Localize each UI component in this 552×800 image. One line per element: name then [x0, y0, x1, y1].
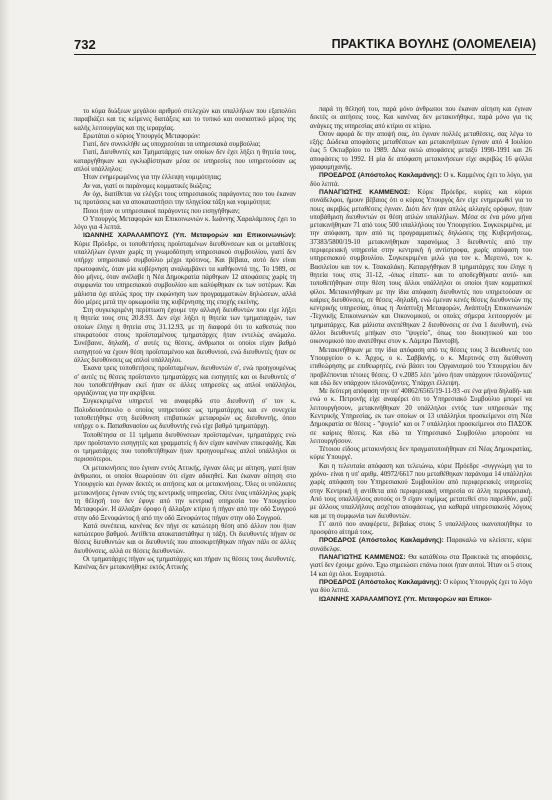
- paragraph: [310, 463, 532, 521]
- paragraph-text: Οι τμηματάρχες πήγαν ως τμηματάρχες και πήραν τις θέσεις τους διευθυντές. Κανένας δεν μετακινήθηκε εκτός Αττικής: [74, 556, 296, 572]
- paragraph-text: Παρακαλώ να κλείσετε, κύριε συνάδελφε.: [310, 537, 532, 553]
- paragraph-text: Ο Υπουργός Μεταφορών και Επικοινωνιών κ. Ιωάννης Χαραλάμπους έχει το λόγο για 4 λεπτά.: [74, 215, 296, 232]
- paragraph: [310, 579, 532, 596]
- speaker-name: ΠΑΝΑΓΙΩΤΗΣ ΚΑΜΜΕΝΟΣ:: [319, 188, 411, 196]
- paragraph: [310, 446, 532, 463]
- paragraph: [310, 172, 532, 189]
- paragraph: [74, 216, 296, 233]
- paragraph-text: Θα κατάθέσω στα Πρακτικά τις αποφάσεις, γιατί δεν έχουμε χρόνο. Έχω σημειώσει επάνω ποιοι ήταν αυτοί. Ήταν οι 5 στους 14 και όχι όλοι. Ευχαριστώ.: [310, 554, 532, 578]
- paragraph: [74, 523, 296, 556]
- left-text-column: [74, 108, 296, 788]
- paragraph-text: Κύριε Πρόεδρε, οι τοποθετήσεις προϊσταμένων διευθύνσεων και οι μεταθέσεις υπαλλήλων έγιναν χωρίς τη γνωμοδότηση υπηρεσιακού συμβουλίου, γιατί δεν υπήρχε υπηρεσιακό συμβούλιο μέχρι πρότινος. Και βέβαια, αυτό δεν είναι πρωτοφανές, όταν μία κυβέρνηση αναλαμβάνει τα καθήκοντά της. Το 1989, σε δύο μήνες, όταν ανέλαβε η Νέα Δημοκρατία πάρθηκαν 12 αποφάσεις χωρίς τη συμφωνία του υπηρεσιακού συμβουλίου και καλύφθηκαν εκ των υστέρων. Και μάλιστα όχι απλώς προς την εκφώνηση των προγραμματικών δηλώσεων, αλλά δύο μέρες μετά την ορκωμοσία της κυβέρνησης της εποχής εκείνης.: [74, 240, 296, 306]
- paragraph: [74, 141, 296, 149]
- paragraph-text: Ο κύριος Υπουργός έχει το λόγο για δύο λεπτά.: [310, 578, 532, 595]
- paragraph-text: Με δεύτερη απόφαση την υπ' 40862/6565/19-11-93 -σε ένα μήνα δηλαδή- και ενώ ο κ. Πετρονής είχε αναφέρει ότι το Υπηρεσιακό Συμβούλιο μπορεί να λειτουργήσουν, μετακινήθηκαν 20 υπάλληλοι εντός των υπηρεσιών της Κεντρικής Υπηρεσίας, εκ των οποίων οι 13 υπάλληλοι προσκείμενοι στη Νέα Δημοκρατία σε θέσεις - "ψυγείο" και οι 7 υπάλληλοι προσκείμενοι στο ΠΑΣΟΚ σε καίριες θέσεις. Και εδώ τα Υπηρεσιακό Συμβούλιο μπορούσε να λειτουργήσουν.: [310, 388, 532, 445]
- paragraph-text: Οι μετακινήσεις που έγιναν εντός Αττικής, έγιναν όλες με αίτηση, γιατί ήταν άνθρωποι, οι οποίοι θεωρούσαν ότι είχαν αδικηθεί. Και έκαναν αίτηση στο Υπουργείο και έγιναν δεκτές οι αιτήσεις και οι μετακινήσεις. Όλες οι υπόλοιπες μετακινήσεις έγιναν εντός της κεντρικής υπηρεσίας. Ούτε ένας υπάλληλος χωρίς τη θέλησή του δεν έφυγε από την κεντρική υπηρεσία του Υπουργείου Μεταφορών. Η άλλαξαν όροφο ή άλλαξαν κτίριο ή πήγαν από την οδό Συγγρού στην οδό Ξενοφώντος ή από την οδό Ξενοφώντος πήγαν στην οδό Συγγρού.: [74, 464, 296, 522]
- paragraph-text: Τοποθέτησα σε 11 τμήματα διευθύνσεων προϊσταμένων, τμηματάρχες ενώ πριν προΐσταντο εισηγητές και γραμματείς ή δεν είχαν κανέναν επικεφαλής. Και οι τμηματάρχες που τοποθετήθηκαν ήταν προηγουμένως απλοί υπάλληλοι οι περισσότεροι.: [74, 431, 296, 464]
- paragraph: [74, 365, 296, 398]
- paragraph-text: Τέτοιου είδους μετακινήσεις δεν πραγματοποιήθηκαν επί Νέας Δημοκρατίας, κύριε Υπουργέ.: [310, 446, 532, 462]
- page-header: [74, 37, 536, 55]
- paragraph-text: Γιατί, δεν συνεκλήθε ως υποχρεούται τα υπηρεσιακά συμβούλια;: [83, 141, 261, 149]
- paragraph: [310, 596, 532, 604]
- paragraph-text: Ερωτάται ο κύριος Υπουργός Μεταφορών:: [83, 132, 201, 140]
- paragraph: [74, 183, 296, 191]
- paragraph: [74, 232, 296, 307]
- paragraph: [310, 131, 532, 172]
- header-rule: [74, 54, 536, 55]
- paragraph: [74, 174, 296, 182]
- paragraph-text: Έκανα τρεις τοποθετήσεις προϊσταμένων, διευθυντών σ', ενώ προηγουμένως σ' αυτές τις θέσεις προΐσταντο τμηματάρχες και εισηγητές και οι διευθυντές σ' που τοποθετήθηκαν εκεί ήταν σε άλλες υπηρεσίες ως απλοί υπάλληλοι, οργιάζοντας για την ακρίβεια.: [74, 365, 296, 398]
- paragraph-text: Κατά συνέπεια, κανένας δεν πήγε σε κατώτερη θέση από άλλον που ήταν κατώτερου βαθμού. Αντίθετα αποκαταστάθηκε η τάξη. Οι διευθυντές πήγαν σε θέσεις διευθυντών και οι διευθυντές που αποσκιρτήθηκαν πήγαν πάλι σε άλλες διευθύνσεις, αλλά σε θέσεις διευθυντών.: [74, 522, 296, 555]
- paragraph: [74, 465, 296, 523]
- paragraph-text: Μετακινήθηκαν με την ίδια απόφαση από τις θέσεις τους 3 διευθυντές του Υπουργείου ο κ. Άρχος, ο κ. Σαββανής, ο κ. Μερτινός στη διεύθυνση επιθεώρησης με επιθεωρητές, ενώ βάσει του Οργανισμού του Υπουργείου δεν προβλέπονται τέτοιες θέσεις. Ο ν.2085 λέει 'μόνο ήταν υπάρχουν πλεονάζοντες' και εδώ δεν υπάρχουν πλεονάζοντες. Υπάρχει έλλειψη.: [310, 346, 532, 387]
- paragraph-text: Συγκεκριμένα υπηρετεί να αναφερθώ στο διευθυντή σ' τον κ. Πολυδουσόπουλο ο οποίος υπηρετούσε ως τμηματάρχης και εν συνεχεία τοποθετήθηκε στη διεύθυνση επιβατικών μεταφορών ως διευθυντής, όπου υπήρχε ο κ. Παπαθανασίου ως διευθυντής ενώ είχε βαθμό τμηματάρχη.: [74, 398, 296, 431]
- paragraph: [310, 189, 532, 347]
- speaker-name: ΙΩΑΝΝΗΣ ΧΑΡΑΛΑΜΠΟΥΣ (Υπ. Μεταφορών και Επικοι-: [319, 595, 492, 603]
- speaker-name: ΠΡΟΕΔΡΟΣ (Απόστολος Κακλαμάνης):: [319, 578, 442, 586]
- paragraph: [310, 347, 532, 388]
- paragraph-text: Αν όχι, διατίθεται να ελέγξει τους υπηρεσιακούς παράγοντες που του έκαναν τις προτάσεις και να αποκαταστήσει την πληγείσα τάξη και νομιμότητα;: [74, 190, 296, 207]
- scan-edge-shadow: [0, 0, 10, 800]
- paragraph: [74, 149, 296, 174]
- paragraph: [74, 108, 296, 133]
- paragraph-text: Αν ναι, γιατί οι παράνομες κομματικές διώξεις;: [83, 182, 212, 190]
- paragraph: [74, 133, 296, 141]
- paragraph: [74, 432, 296, 465]
- running-title: ΠΡΑΚΤΙΚΑ ΒΟΥΛΗΣ (ΟΛΟΜΕΛΕΙΑ): [331, 37, 536, 51]
- paragraph: [310, 106, 532, 131]
- speaker-name: ΠΑΝΑΓΙΩΤΗΣ ΚΑΜΜΕΝΟΣ:: [319, 554, 406, 562]
- paragraph-text: Γιατί, Διευθυντές και Τμηματάρχες των οποίων δεν έχει λήξει η θητεία τους, καταργήθηκαν και εγκλωβίστηκαν μέσα σε υπηρεσίες που υπηρετούσαν ως απλοί υπάλληλοι;: [74, 149, 296, 174]
- paragraph-text: Ήταν ενημερωμένος για την έλλειψη νομιμότητας;: [83, 174, 222, 182]
- paragraph: [74, 208, 296, 216]
- speaker-name: ΠΡΟΕΔΡΟΣ (Απόστολος Κακλαμάνης):: [319, 172, 442, 180]
- paragraph: [310, 537, 532, 554]
- right-text-column: [310, 106, 532, 786]
- paragraph: [74, 398, 296, 431]
- paragraph: [74, 191, 296, 208]
- paragraph-text: Ποιοι ήταν οι υπηρεσιακοί παράγοντες που εισηγήθηκαν;: [83, 207, 240, 215]
- page-number: 732: [74, 37, 96, 52]
- paragraph: [310, 521, 532, 538]
- paragraph-text: παρά τη θέλησή του, παρά μόνο άνθρωποι που έκαναν αίτηση και έγιναν δεκτές οι αιτήσεις τους. Και κανένας δεν μετακινήθηκε, παρά μόνο για τις ανάγκες της υπηρεσίας από κτίριο σε κτίριο.: [310, 106, 532, 130]
- paragraph-text: το κύμα διώξεων μεγάλου αριθμού στελεχών και υπαλλήλων που εξαπολύει παραβιάζει και τις κείμενες διατάξεις και το τυπικό και ουσιαστικό μέρος της καλής λειτουργίας και της ιεραρχίας.: [74, 108, 296, 132]
- speaker-name: ΙΩΑΝΝΗΣ ΧΑΡΑΛΑΜΠΟΥΣ (Υπ. Μεταφορών και Επικοινωνιών):: [83, 232, 296, 240]
- paragraph-text: Γι' αυτό που αναφέρετε, βεβαίως στους 5 υπαλλήλους ικανοποιήθηκε το προσφάτο αίτημά τους.: [310, 520, 532, 537]
- paragraph-text: Ο κ. Καμμένος έχει το λόγο, για δύο λεπτά.: [310, 172, 532, 188]
- paragraph: [310, 388, 532, 446]
- paragraph: [74, 307, 296, 365]
- paragraph: [310, 554, 532, 579]
- speaker-name: ΠΡΟΕΔΡΟΣ (Απόστολος Κακλαμάνης):: [319, 537, 444, 545]
- paragraph-text: Κύριε Πρόεδρε, κυρίες και κύριοι συνάδελφοι, ήμουν βέβαιος ότι ο κύριος Υπουργός δεν είχε ενημερωθεί για το ποιες ακριβώς μεταθέσεις έγιναν. Διότι δεν ήταν απλώς αλλαγές ορόφων, ήταν υποβάθμιση διευθυντών σε θέση απλών υπαλλήλων. Μέσα σε ένα μόνο μήνα μετακινήθηκαν 71 από τους 500 υπαλλήλους του Υπουργείου. Συγκεκριμένα, με την απόφαση, πριν από τις προγραμματικές δηλώσεις της Κυβερνήσεως, 37383/5800/19-10 μετακινήθηκαν παρανόμως 3 διευθυντές από την περιφερειακή υπηρεσία στην κεντρική ή αντίστροφα, χωρίς απόφαση του υπηρεσιακού συμβουλίου. Συγκεκριμένα μιλώ για τον κ. Μερτινό, τον κ. Βασιλείου και τον κ. Τσακαλάκη. Καταργήθηκαν 8 τμηματάρχες που έληγε η θητεία τους στις 31-12, -όπως είπατε- και το αποδεχθήκατε αυτό- και τοποθετήθηκαν στην θέση τους άλλοι υπάλληλοι οι οποίοι ήταν κομματικοί φίλοι. Μετακινήθηκαν με την ίδια απόφαση διευθυντές που υπηρετούσαν σε καίριες διευθύνσεις, σε θέσεις -δηλαδή, ενώ έμεναν κενές θέσεις διευθυντών της κεντρικής υπηρεσίας, όπως η Ανάπτυξη Μεταφορών, Ανάπτυξη Επικοινωνιών -Τεχνικής Επικοινωνιών και Οικονομικού, οι οποίες σήμερα λειτουργούν με τμηματάρχες. Και μάλιστα ανεπέθηκαν 2 διευθύνσεις σε ένα 1 διευθυντή, ενώ άλλοι διευθυντές μπήκαν στο "ψυγείο", όπως του διοικητικού και του οικονομικού που ανατέθηκε στον κ. Λάμπρο Παντοβή.: [310, 188, 532, 346]
- paragraph-text: Όσον αφορά δε την αποψή σας, ότι έγιναν πολλές μεταθέσεις, σας λέγω το εξής: Δώδεκα αποφάσεις μεταθέσεων και μετακινήσεων έγιναν από 4 Ιουλίου έως 5 Οκτωβρίου το 1989. Δέκα οκτώ αποφάσεις μεταξύ 1990-1991 και 26 αποφάσεις το 1992. Η μία δε απόφαση μετακινήσεων είχε ακριβώς 16 φύλλα γραφομηχανής.: [310, 130, 532, 172]
- paragraph-text: Και η τελευταία απόφαση και τελειώνω, κύριε Πρόεδρε -συγγνώμη για το χρόνο- είναι η υπ' αριθμ. 40972/6617 που μεταθέθηκαν παράνομα 14 υπάλληλοι χωρίς απόφαση του Υπηρεσιακού Συμβουλίου από περιφερειακές υπηρεσίες στην Κεντρική ή αντίθετα από περιφερειακή υπηρεσία σε άλλη περιφερειακή. Από τους υπαλλήλους αυτούς οι 9 είχαν νομίμως μετατεθεί στο παρελθόν, μαζί με άλλους υπαλλήλους ασχέτου αποφάσεως, για καθαρά υπηρεσιακούς λόγους και με τη συμφωνία των διευθυντών.: [310, 462, 532, 520]
- paragraph-text: Στη συγκεκριμένη περίπτωση έχουμε την αλλαγή διευθυντών που είχε λήξει η θητεία τους στις 20.8.93. Δεν είχε λήξει η θητεία των τμηματαρχών, των οποίων έληγε η θητεία στις 31.12.93, με τη διαφορά ότι το καθεστώς που επικρατούσε στους προϊσταμένους τμηματάρχες ήταν εντελώς ανώμαλο. Συνέβαινε, δηλαδή, σ' αυτές τις θέσεις, άνθρωποι οι οποίοι είχαν βαθμό εισηγητού να έχουν θέση προϊσταμένου και διευθυντού, ενώ διευθυντές ήταν σε άλλες διευθύνσεις ως απλοί υπάλληλοι.: [74, 307, 296, 364]
- paragraph: [74, 556, 296, 573]
